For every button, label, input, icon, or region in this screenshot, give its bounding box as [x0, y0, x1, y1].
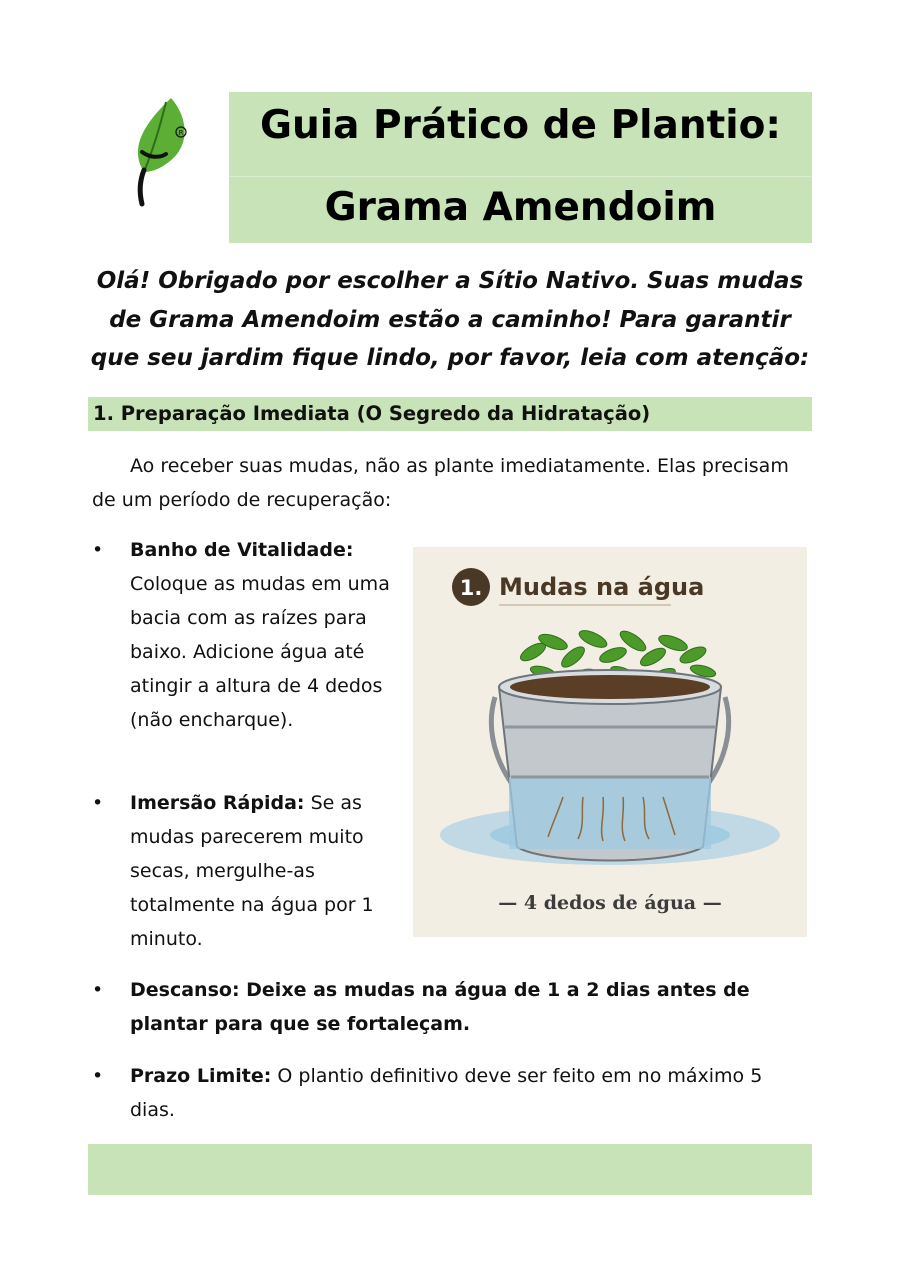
section-title: 1. Preparação Imediata (O Segredo da Hidratação)	[93, 402, 651, 425]
section-header	[88, 397, 812, 431]
section-paragraph: Ao receber suas mudas, não as plante imediatamente. Elas precisam de um período de recuperação:	[92, 455, 789, 511]
illustration-title: Mudas na água	[499, 573, 705, 601]
page-title-line2: Grama Amendoim	[324, 185, 717, 230]
bullet-dot-icon: •	[92, 979, 104, 1001]
bullet-text: O plantio definitivo deve ser feito em no máximo 5 dias.	[130, 1065, 763, 1121]
illustration-caption: — 4 dedos de água —	[498, 892, 722, 914]
title-banner	[229, 92, 812, 243]
page-title-line1: Guia Prático de Plantio:	[259, 103, 782, 148]
intro-text: Olá! Obrigado por escolher a Sítio Nativo. Suas mudas de Grama Amendoim estão a caminho! Para garantir que seu jardim fique lindo, por favor, leia com atenção:	[90, 268, 810, 371]
bullet-text: Coloque as mudas em uma bacia com as raízes para baixo. Adicione água até atingir a altura de 4 dedos (não encharque).	[130, 573, 390, 731]
bullet-label: Banho de Vitalidade:	[130, 539, 354, 561]
leaf-logo-icon	[126, 92, 196, 212]
bucket-seedlings-illustration	[413, 547, 807, 937]
bullet-label: Prazo Limite:	[130, 1065, 272, 1087]
bullet-dot-icon: •	[92, 1065, 104, 1087]
bullet-text: Se as mudas parecerem muito secas, mergulhe-as totalmente na água por 1 minuto.	[130, 792, 374, 950]
bullet-dot-icon: •	[92, 539, 104, 561]
title-divider	[229, 176, 812, 177]
svg-text:R: R	[178, 129, 184, 137]
bullet-label: Imersão Rápida:	[130, 792, 305, 814]
footer-bar	[88, 1144, 812, 1195]
bullet-dot-icon: •	[92, 792, 104, 814]
step-number: 1.	[459, 576, 483, 600]
bullet-text: Descanso: Deixe as mudas na água de 1 a 2 dias antes de plantar para que se fortaleçam.	[130, 979, 750, 1035]
